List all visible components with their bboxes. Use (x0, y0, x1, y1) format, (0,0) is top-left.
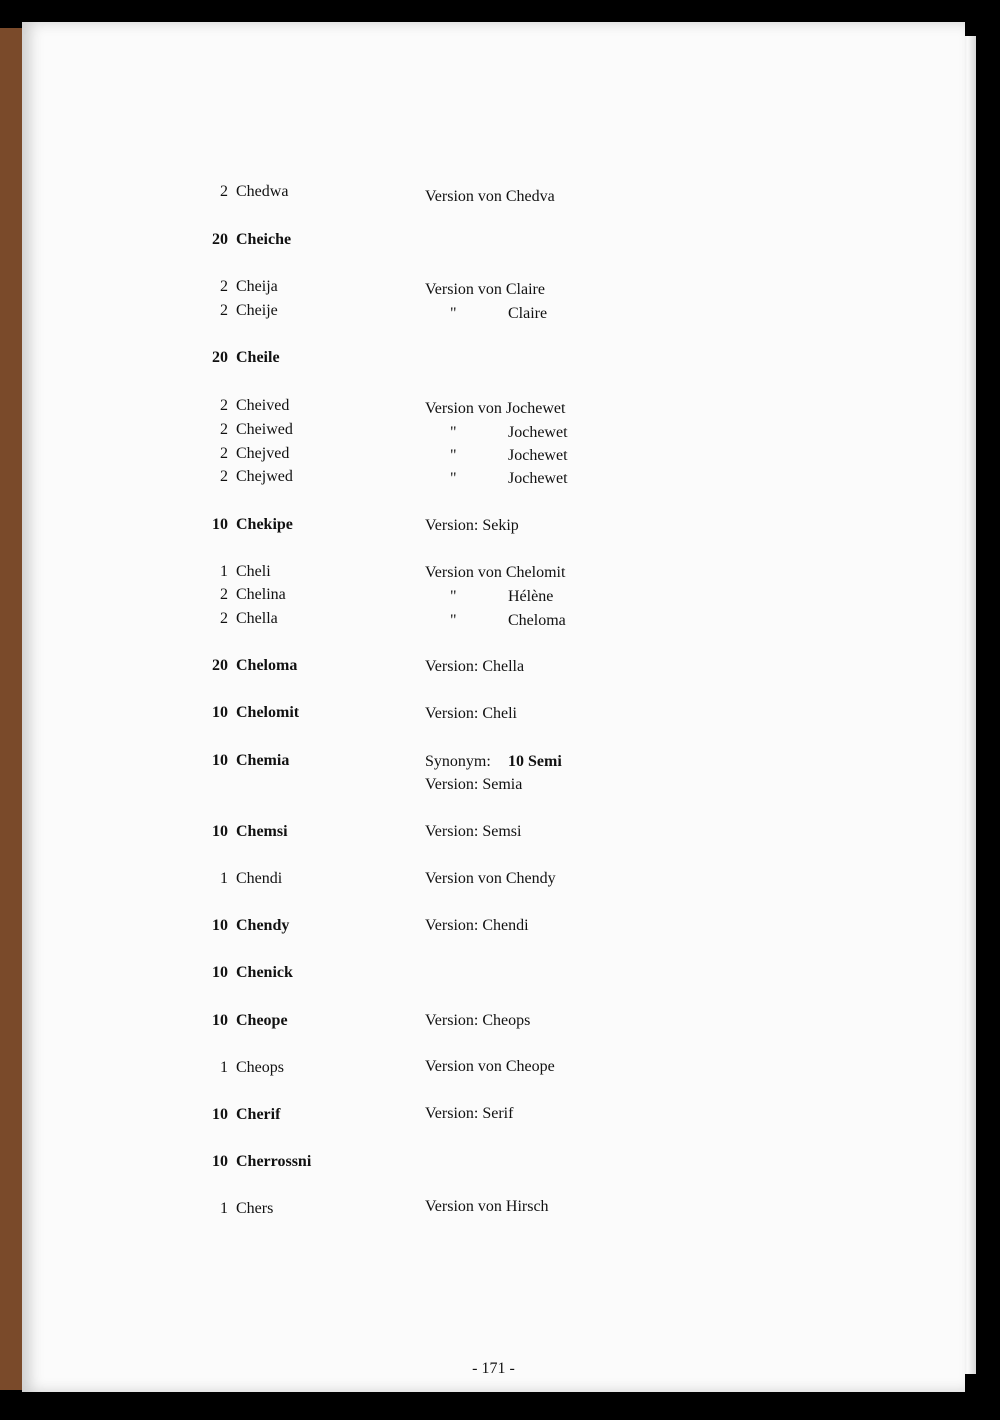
ditto-mark: " (450, 612, 457, 629)
entry-number: 2 (220, 397, 228, 414)
entry-name: Cheile (236, 349, 280, 366)
entry-description: Version von Cheope (425, 1058, 555, 1075)
entry-number: 2 (220, 468, 228, 485)
list-item (22, 180, 965, 204)
entry-number: 10 (212, 752, 228, 769)
entry-description: Version von Chendy (425, 870, 556, 887)
list-item (22, 867, 965, 891)
entry-description: Version: Cheli (425, 705, 517, 722)
entry-number: 2 (220, 183, 228, 200)
entry-name: Chendi (236, 870, 283, 887)
list-item (22, 607, 965, 631)
entry-name: Chers (236, 1200, 274, 1217)
ditto-mark: " (450, 588, 457, 605)
entry-name: Cheija (236, 278, 278, 295)
entry-name: Cherrossni (236, 1153, 312, 1170)
entry-name: Chella (236, 610, 278, 627)
list-item (22, 346, 965, 370)
list-item (22, 961, 965, 985)
list-item (22, 1009, 965, 1033)
entry-description: Version: Sekip (425, 517, 519, 534)
entry-description: Version von Claire (425, 281, 545, 298)
entry-description: Version von Hirsch (425, 1198, 549, 1215)
entry-name: Cheije (236, 302, 278, 319)
entry-number: 10 (212, 917, 228, 934)
list-item (22, 654, 965, 678)
entry-name: Chemsi (236, 823, 288, 840)
entry-reference: Jochewet (508, 424, 568, 441)
entry-number: 10 (212, 823, 228, 840)
entry-name: Chedwa (236, 183, 289, 200)
entry-name: Cheli (236, 563, 271, 580)
entry-reference: Claire (508, 305, 548, 322)
ditto-mark: " (450, 470, 457, 487)
list-item (22, 394, 965, 418)
entry-name: Cheiwed (236, 421, 293, 438)
entry-description: Synonym: (425, 753, 491, 770)
list-item (22, 228, 965, 252)
ditto-mark: " (450, 424, 457, 441)
entry-number: 1 (220, 1200, 228, 1217)
entry-name: Cherif (236, 1106, 281, 1123)
entry-number: 10 (212, 1153, 228, 1170)
entry-name: Cheope (236, 1012, 288, 1029)
entry-description: Version: Cheops (425, 1012, 531, 1029)
list-item (22, 465, 965, 489)
ditto-mark: " (450, 447, 457, 464)
entry-description: Version von Chedva (425, 188, 555, 205)
list-item (22, 299, 965, 323)
entry-reference: Jochewet (508, 470, 568, 487)
entry-description: Version: Semia (425, 776, 523, 793)
entry-number: 20 (212, 231, 228, 248)
list-item (22, 1056, 965, 1080)
entry-description: Version: Serif (425, 1105, 514, 1122)
entry-synonym: 10 Semi (508, 753, 562, 770)
entry-description: Version von Jochewet (425, 400, 566, 417)
entry-reference: Hélène (508, 588, 554, 605)
book-page (22, 22, 965, 1392)
book-spine (0, 28, 22, 1390)
list-item (22, 914, 965, 938)
list-item (22, 1197, 965, 1221)
entry-name: Chenick (236, 964, 293, 981)
list-item (22, 749, 965, 773)
entry-number: 20 (212, 349, 228, 366)
list-item (22, 701, 965, 725)
entry-number: 2 (220, 610, 228, 627)
list-item (22, 583, 965, 607)
entry-name: Chendy (236, 917, 290, 934)
entry-reference: Jochewet (508, 447, 568, 464)
ditto-mark: " (450, 305, 457, 322)
entry-number: 10 (212, 516, 228, 533)
entry-reference: Cheloma (508, 612, 566, 629)
entry-number: 2 (220, 421, 228, 438)
entry-name: Chejved (236, 445, 290, 462)
entry-name: Chekipe (236, 516, 293, 533)
entry-number: 2 (220, 445, 228, 462)
list-item (22, 275, 965, 299)
entry-number: 10 (212, 704, 228, 721)
entry-number: 2 (220, 586, 228, 603)
entry-description: Version: Chella (425, 658, 525, 675)
list-item (22, 442, 965, 466)
list-item (22, 513, 965, 537)
entry-description: Version: Semsi (425, 823, 522, 840)
entry-number: 1 (220, 563, 228, 580)
list-item (22, 773, 965, 797)
entry-number: 10 (212, 964, 228, 981)
entry-number: 1 (220, 870, 228, 887)
entry-name: Chelomit (236, 704, 300, 721)
entry-name: Chemia (236, 752, 290, 769)
list-item (22, 1150, 965, 1174)
entry-name: Cheiche (236, 231, 292, 248)
entry-number: 2 (220, 278, 228, 295)
entry-number: 1 (220, 1059, 228, 1076)
list-item (22, 560, 965, 584)
entry-description: Version von Chelomit (425, 564, 566, 581)
page-number: - 171 - (472, 1360, 515, 1377)
entry-name: Chelina (236, 586, 286, 603)
entry-number: 10 (212, 1106, 228, 1123)
entry-name: Cheloma (236, 657, 298, 674)
entry-name: Chejwed (236, 468, 293, 485)
list-item (22, 820, 965, 844)
list-item (22, 1103, 965, 1127)
entry-number: 20 (212, 657, 228, 674)
entry-name: Cheived (236, 397, 290, 414)
list-item (22, 418, 965, 442)
entry-number: 2 (220, 302, 228, 319)
entry-description: Version: Chendi (425, 917, 529, 934)
entry-name: Cheops (236, 1059, 284, 1076)
entry-number: 10 (212, 1012, 228, 1029)
